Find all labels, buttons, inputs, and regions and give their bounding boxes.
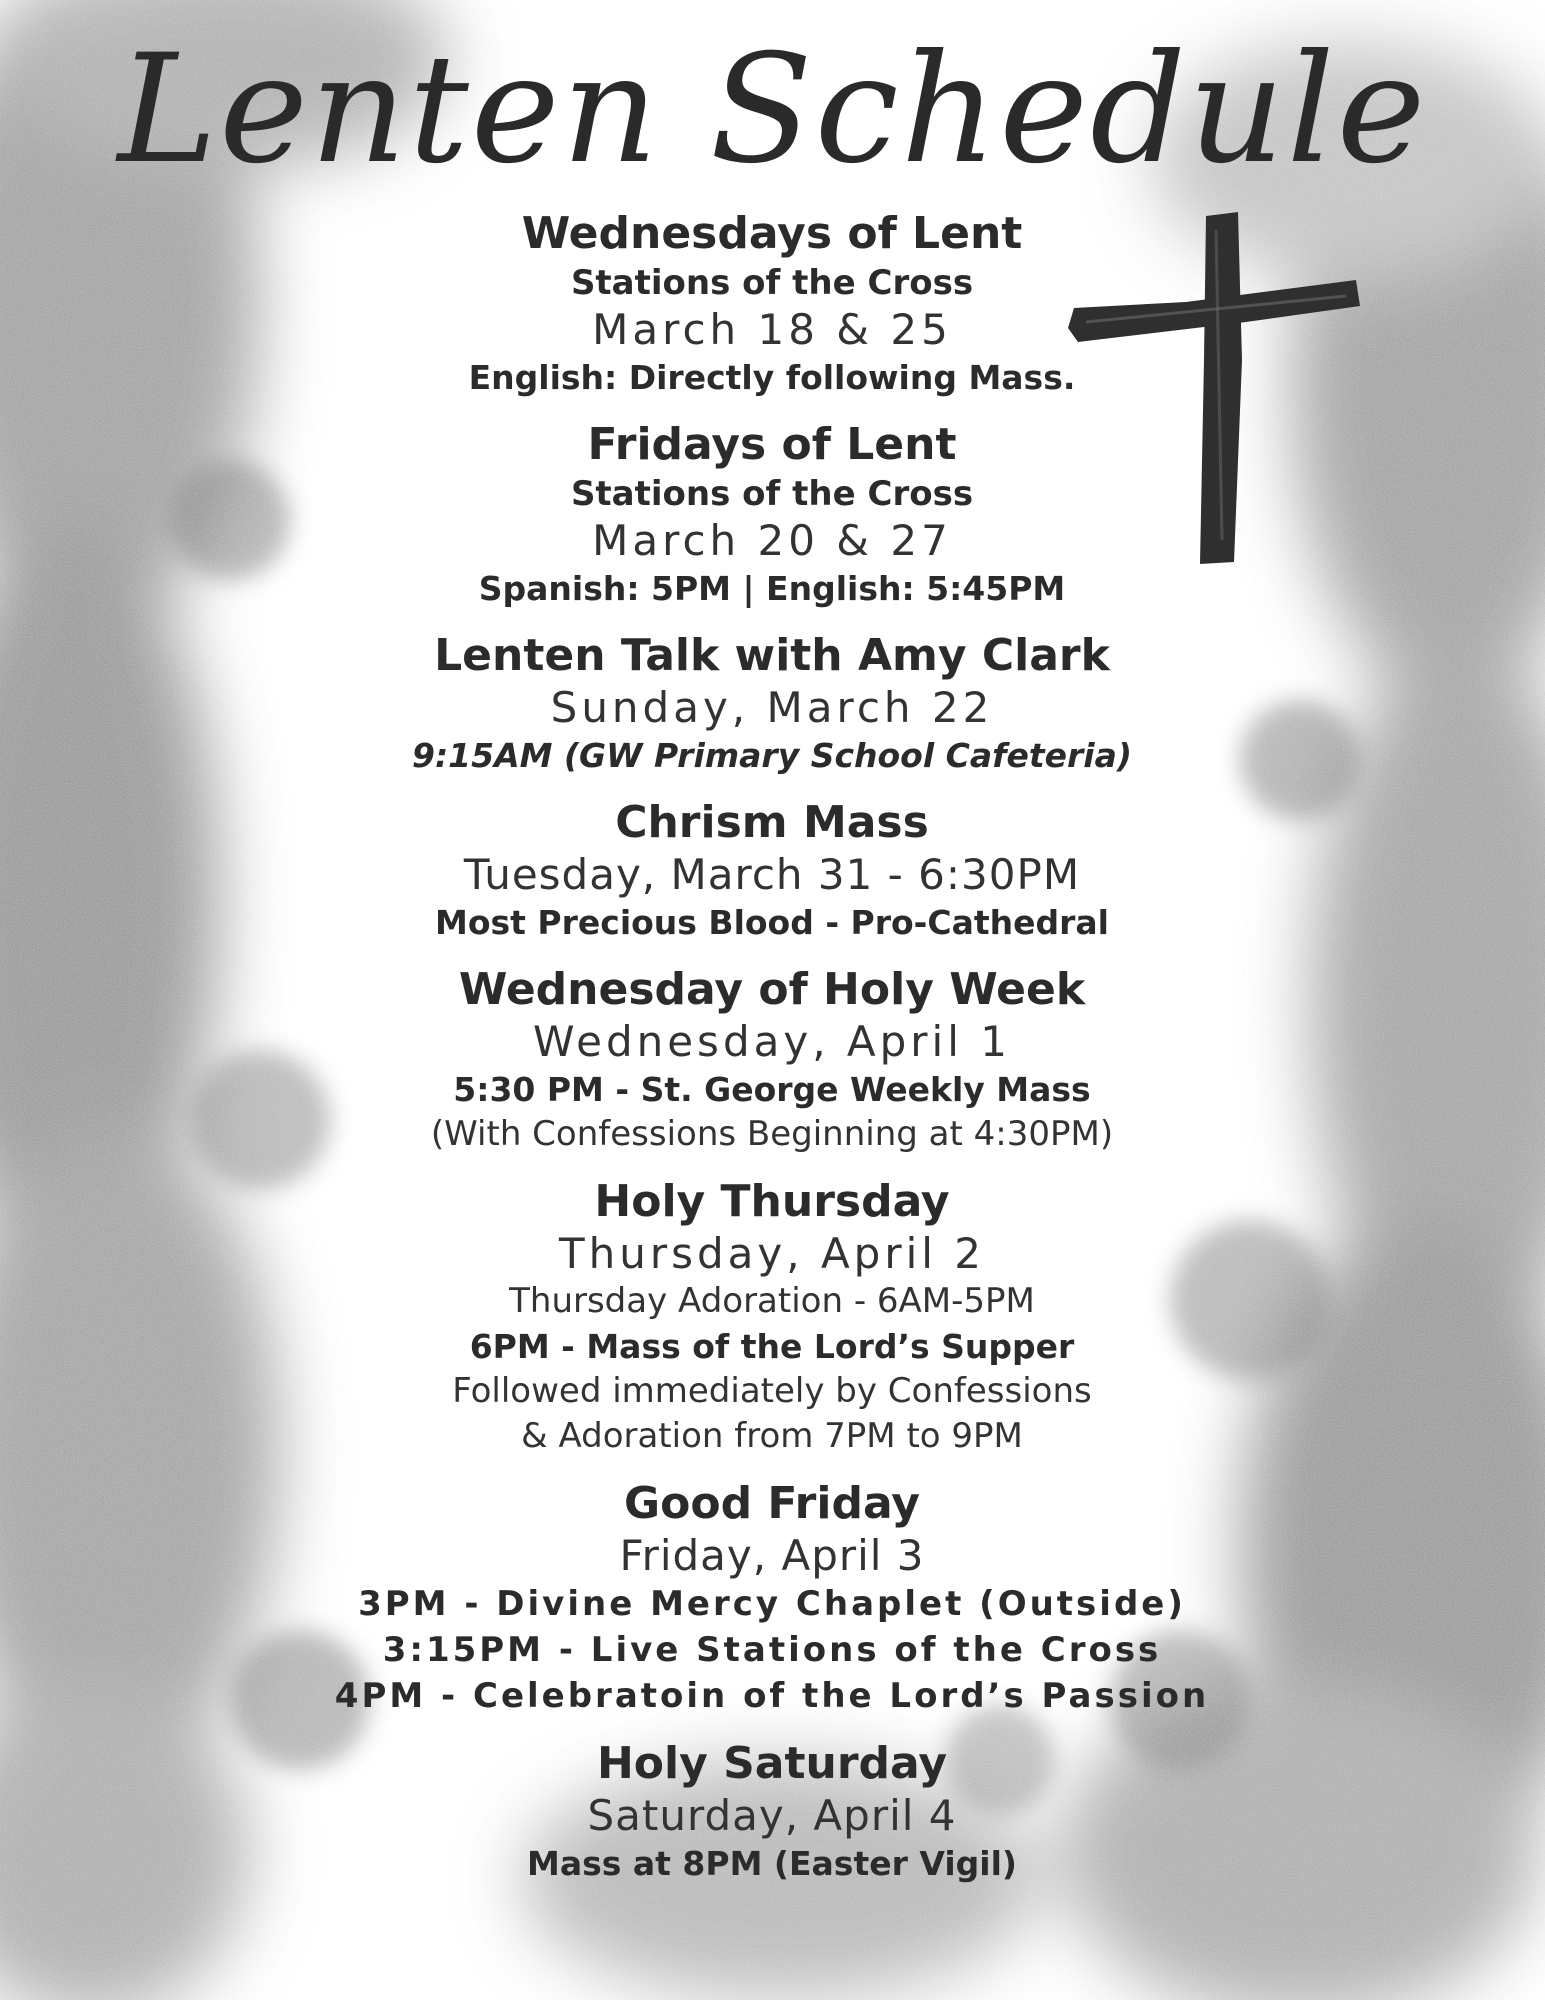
section-detail: 3:15PM - Live Stations of the Cross [382, 1630, 1162, 1670]
section-detail: (With Confessions Beginning at 4:30PM) [430, 1114, 1114, 1154]
section-detail: 6PM - Mass of the Lord’s Supper [469, 1327, 1075, 1366]
section-lenten-talk [272, 629, 1272, 778]
section-good-friday [272, 1477, 1272, 1719]
section-heading: Holy Thursday [594, 1176, 950, 1227]
section-date: Tuesday, March 31 - 6:30PM [463, 850, 1081, 899]
section-detail: 4PM - Celebratoin of the Lord’s Passion [334, 1676, 1210, 1716]
section-heading: Wednesdays of Lent [521, 208, 1023, 259]
section-heading: Wednesday of Holy Week [458, 964, 1086, 1015]
section-detail: 5:30 PM - St. George Weekly Mass [453, 1070, 1091, 1109]
page-title: Lenten Schedule [117, 23, 1428, 197]
section-wednesdays-of-lent [272, 207, 1272, 400]
section-date: Saturday, April 4 [587, 1791, 957, 1840]
section-heading: Chrism Mass [615, 797, 929, 848]
section-detail: Followed immediately by Confessions [452, 1371, 1092, 1411]
section-detail: 3PM - Divine Mercy Chaplet (Outside) [358, 1584, 1186, 1624]
section-wednesday-of-holy-week [272, 963, 1272, 1157]
section-detail: & Adoration from 7PM to 9PM [521, 1416, 1023, 1456]
section-detail: Spanish: 5PM | English: 5:45PM [478, 569, 1066, 608]
section-heading: Good Friday [624, 1478, 920, 1529]
section-detail: 9:15AM (GW Primary School Cafeteria) [412, 736, 1132, 775]
section-date: Sunday, March 22 [550, 683, 994, 732]
section-holy-saturday [272, 1737, 1272, 1886]
section-chrism-mass [272, 796, 1272, 945]
section-date: March 20 & 27 [592, 516, 952, 565]
section-date: Wednesday, April 1 [533, 1017, 1011, 1066]
section-detail: English: Directly following Mass. [468, 358, 1076, 397]
section-subheading: Stations of the Cross [570, 474, 974, 514]
section-date: Thursday, April 2 [558, 1229, 986, 1278]
section-date: March 18 & 25 [592, 305, 952, 354]
section-fridays-of-lent [272, 418, 1272, 611]
section-detail: Thursday Adoration - 6AM-5PM [509, 1281, 1035, 1321]
section-detail: Most Precious Blood - Pro-Cathedral [435, 903, 1109, 942]
section-heading: Lenten Talk with Amy Clark [434, 630, 1110, 681]
schedule-list [272, 207, 1272, 1886]
section-heading: Holy Saturday [596, 1738, 948, 1789]
section-holy-thursday [272, 1175, 1272, 1459]
section-subheading: Stations of the Cross [570, 263, 974, 303]
section-detail: Mass at 8PM (Easter Vigil) [527, 1844, 1017, 1883]
section-heading: Fridays of Lent [587, 419, 957, 470]
section-date: Friday, April 3 [619, 1531, 925, 1580]
